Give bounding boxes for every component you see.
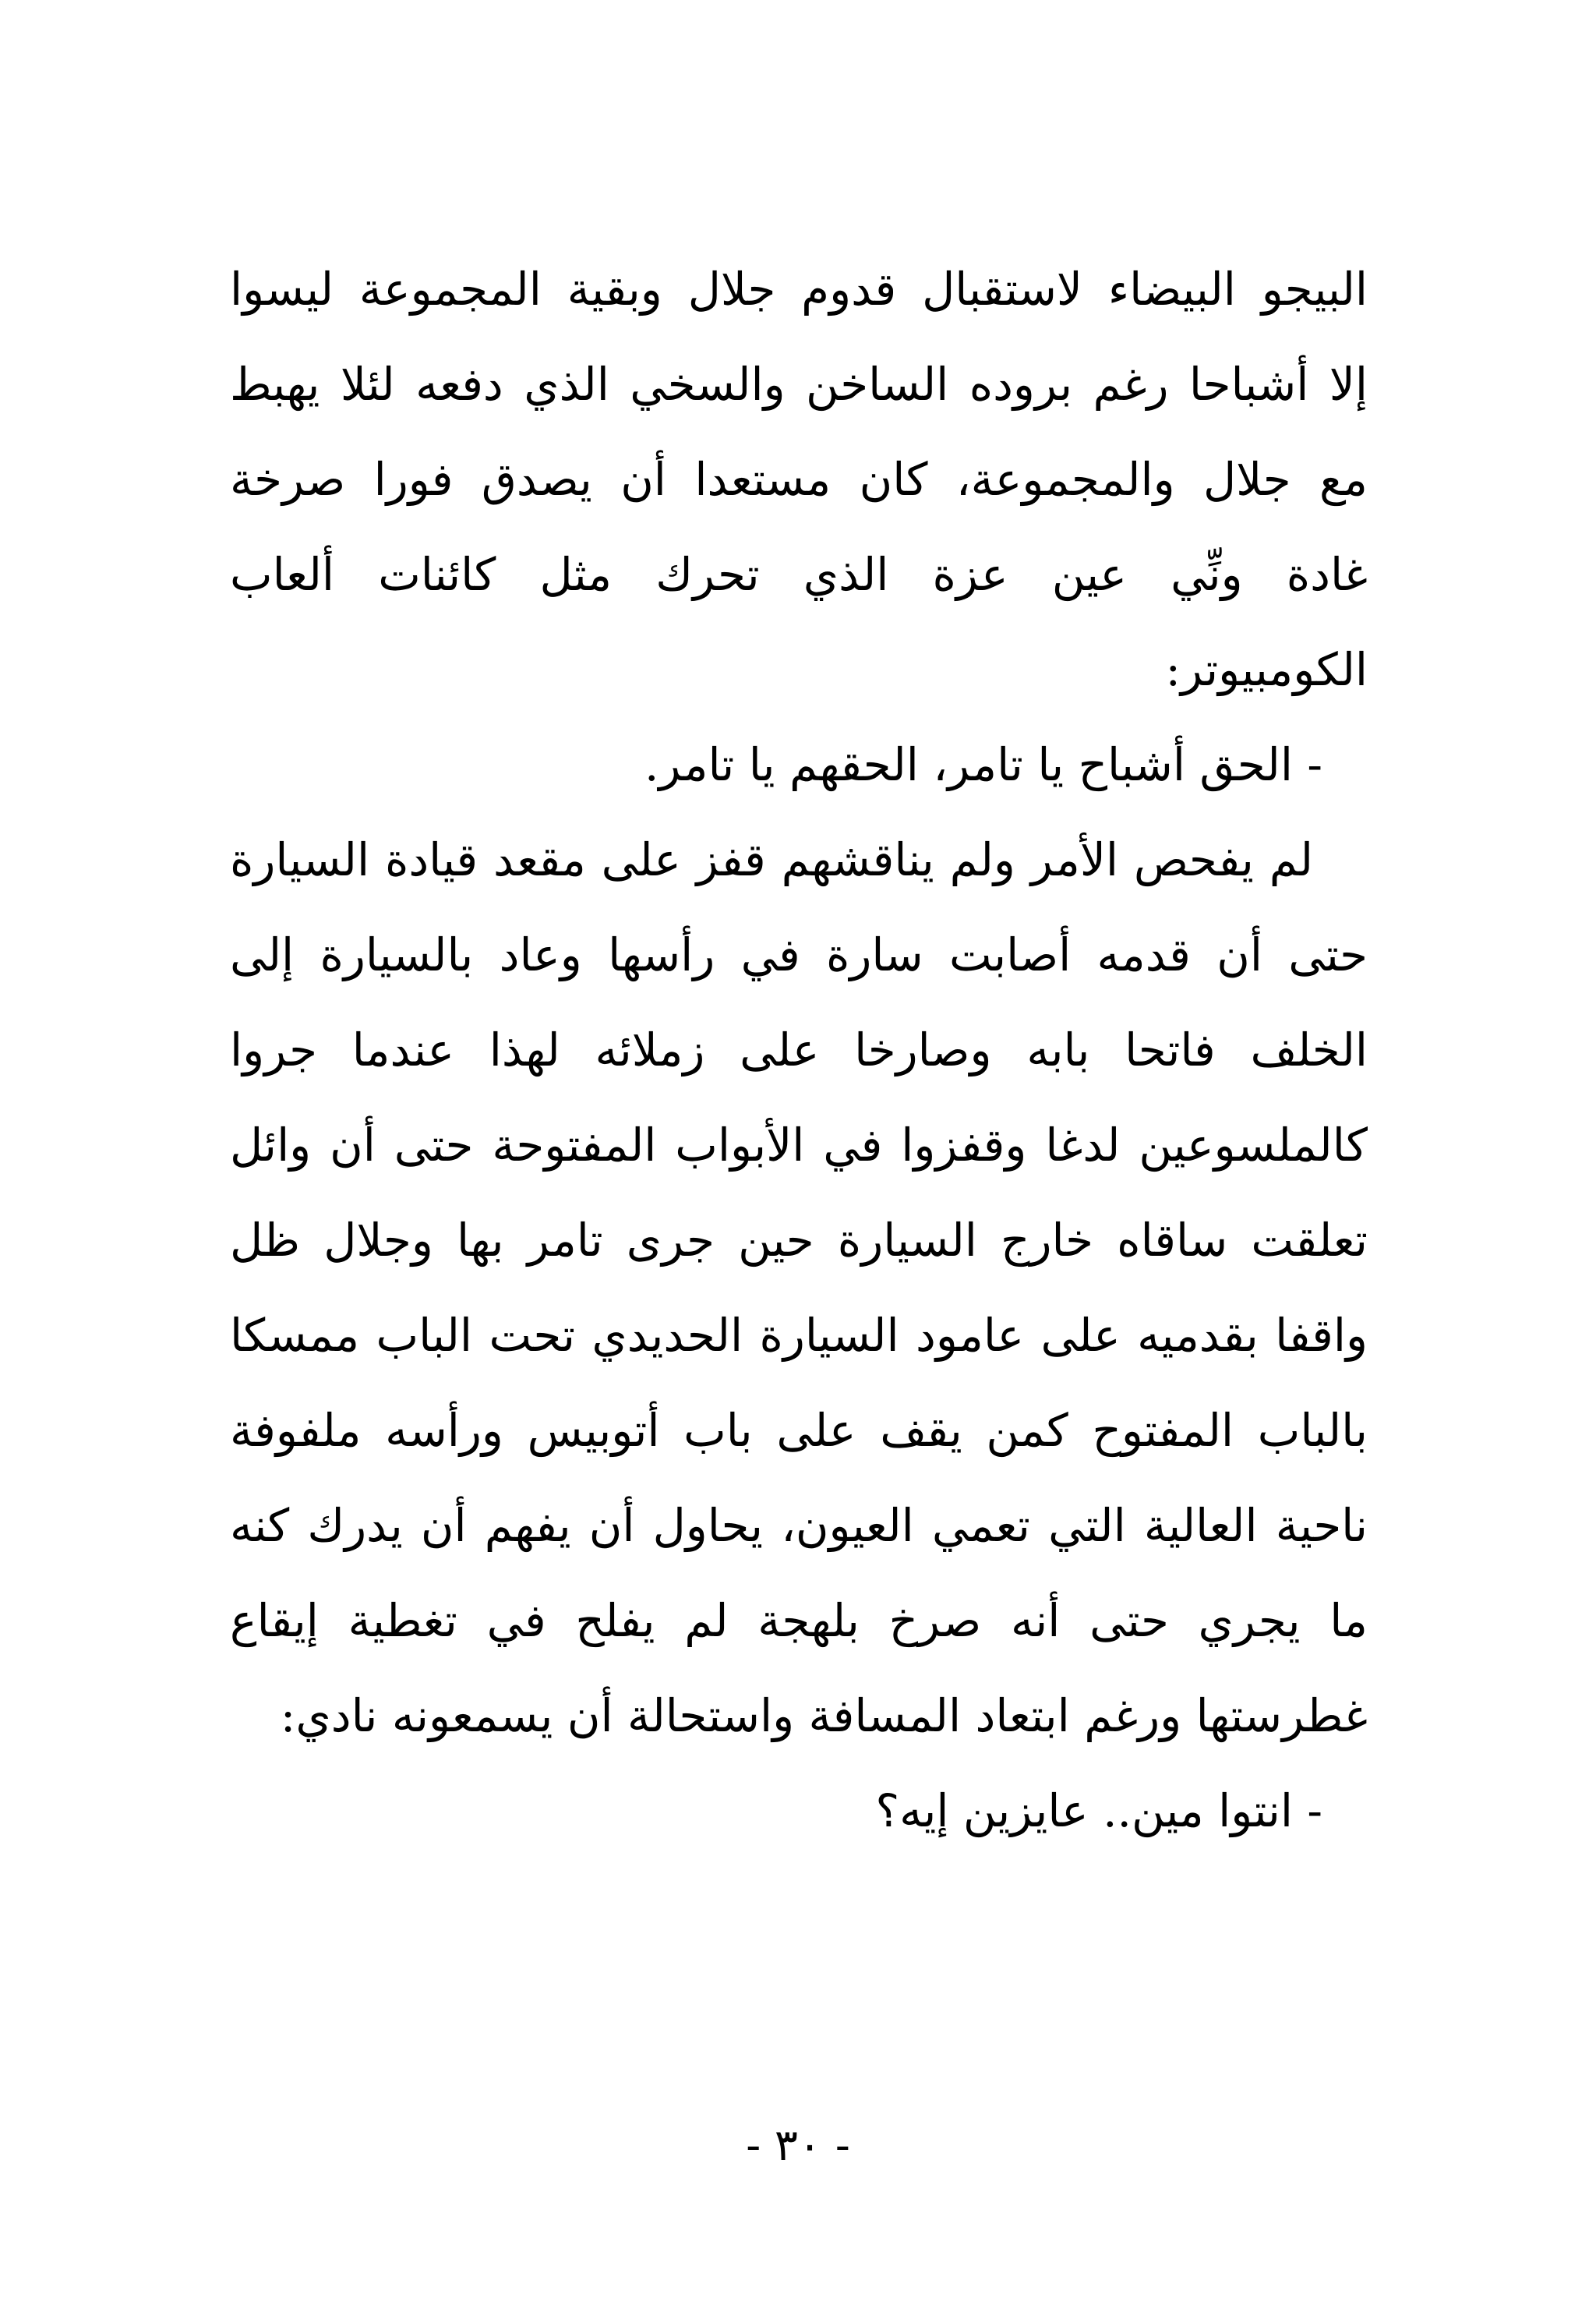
text-line: واقفا بقدميه على عامود السيارة الحديدي تحت الباب ممسكا	[230, 1309, 1368, 1362]
text-line: الخلف فاتحا بابه وصارخا على زملائه لهذا عندما جروا	[230, 1023, 1368, 1076]
text-line: الكومبيوتر:	[1165, 643, 1368, 696]
text-line: مع جلال والمجموعة، كان مستعدا أن يصدق فورا صرخة	[230, 453, 1368, 506]
text-line: ما يجري حتى أنه صرخ بلهجة لم يفلح في تغطية إيقاع	[230, 1594, 1368, 1647]
text-line: إلا أشباحا رغم بروده الساخن والسخي الذي دفعه لئلا يهبط	[230, 358, 1368, 411]
text-line: حتى أن قدمه أصابت سارة في رأسها وعاد بالسيارة إلى	[230, 928, 1368, 981]
text-line: بالباب المفتوح كمن يقف على باب أتوبيس ورأسه ملفوفة	[230, 1404, 1368, 1457]
dialogue-line: - الحق أشباح يا تامر، الحقهم يا تامر.	[644, 738, 1322, 791]
text-line: غطرستها ورغم ابتعاد المسافة واستحالة أن يسمعونه نادي:	[280, 1689, 1368, 1742]
body-text	[230, 242, 1368, 1858]
dialogue-line: - انتوا مين.. عايزين إيه؟	[875, 1784, 1322, 1837]
text-line: البيجو البيضاء لاستقبال قدوم جلال وبقية المجموعة ليسوا	[230, 263, 1368, 316]
text-line: كالملسوعين لدغا وقفزوا في الأبواب المفتوحة حتى أن وائل	[230, 1119, 1368, 1172]
text-line: لم يفحص الأمر ولم يناقشهم قفز على مقعد قيادة السيارة	[230, 833, 1313, 886]
text-line: غادة ونِّي عين عزة الذي تحرك مثل كائنات ألعاب	[230, 548, 1368, 601]
text-line: تعلقت ساقاه خارج السيارة حين جرى تامر بها وجلال ظل	[230, 1214, 1368, 1267]
page-number: - ٣٠ -	[746, 2120, 850, 2171]
text-line: ناحية العالية التي تعمي العيون، يحاول أن يفهم أن يدرك كنه	[230, 1499, 1368, 1552]
